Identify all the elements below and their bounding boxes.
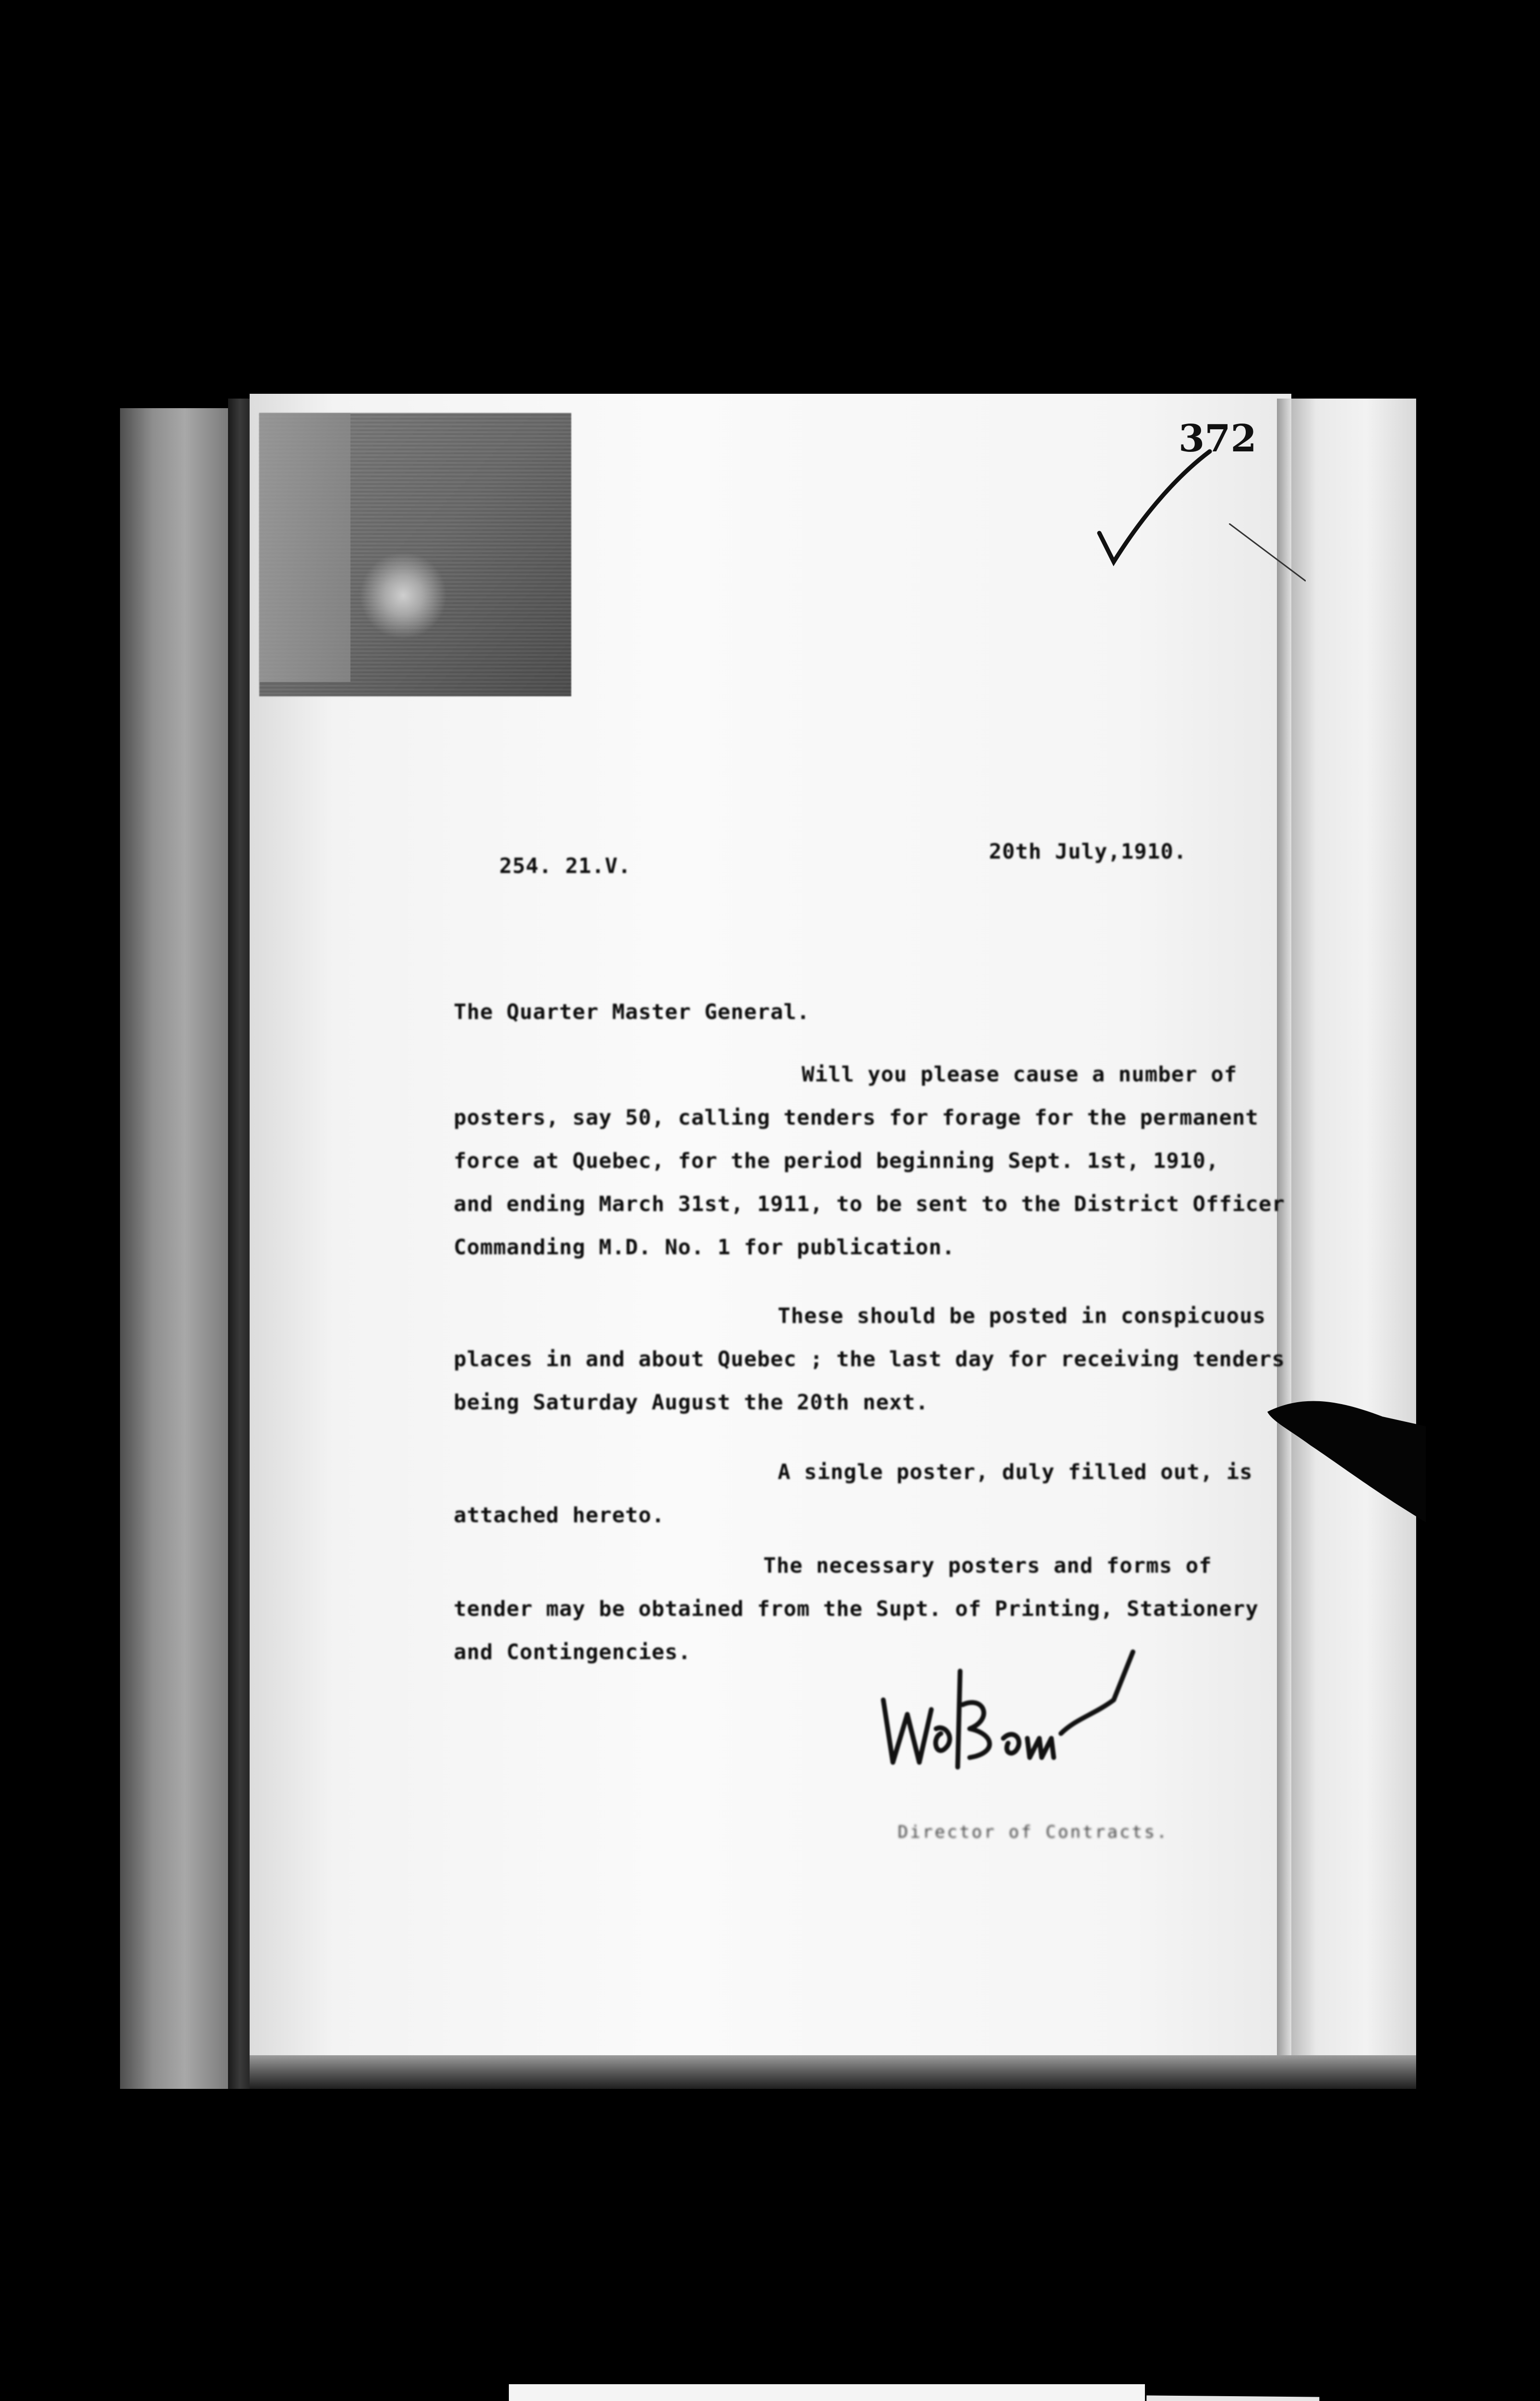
right-page-edge bbox=[1291, 399, 1416, 2055]
body-line: These should be posted in conspicuous bbox=[778, 1304, 1266, 1328]
poor-copies-tag bbox=[1146, 2395, 1320, 2401]
body-line: attached hereto. bbox=[454, 1503, 665, 1528]
check-mark-icon bbox=[1095, 447, 1215, 571]
file-reference: 254. 21.V. bbox=[499, 854, 631, 878]
handwritten-signature bbox=[874, 1642, 1143, 1791]
body-line: tender may be obtained from the Supt. of Printing, Stationery bbox=[454, 1597, 1259, 1621]
body-line: The necessary posters and forms of bbox=[763, 1553, 1212, 1578]
page-fold-shadow bbox=[1277, 399, 1291, 2055]
folio-number: 372 bbox=[1179, 417, 1257, 461]
archive-label-citation-area bbox=[509, 2384, 1145, 2401]
binding-strip bbox=[120, 408, 228, 2089]
binding-shadow bbox=[228, 399, 252, 2089]
body-line: force at Quebec, for the period beginning Sept. 1st, 1910, bbox=[454, 1149, 1219, 1173]
signature-title-stamp: Director of Contracts. bbox=[898, 1822, 1169, 1842]
page-crease-line bbox=[1229, 523, 1306, 600]
body-line: being Saturday August the 20th next. bbox=[454, 1390, 929, 1415]
pointer-shadow bbox=[1267, 1383, 1426, 1541]
body-line: and ending March 31st, 1911, to be sent to the District Officer bbox=[454, 1192, 1285, 1216]
addressee: The Quarter Master General. bbox=[454, 1000, 810, 1024]
stain-edge bbox=[259, 413, 350, 682]
body-line: posters, say 50, calling tenders for forage for the permanent bbox=[454, 1105, 1259, 1130]
body-line: Commanding M.D. No. 1 for publication. bbox=[454, 1235, 955, 1260]
body-line: and Contingencies. bbox=[454, 1640, 691, 1664]
letter-date: 20th July,1910. bbox=[989, 839, 1187, 864]
page-bottom-edge bbox=[250, 2055, 1416, 2089]
body-line: Will you please cause a number of bbox=[802, 1062, 1238, 1087]
body-line: places in and about Quebec ; the last day for receiving tenders bbox=[454, 1347, 1285, 1371]
body-line: A single poster, duly filled out, is bbox=[778, 1460, 1253, 1484]
